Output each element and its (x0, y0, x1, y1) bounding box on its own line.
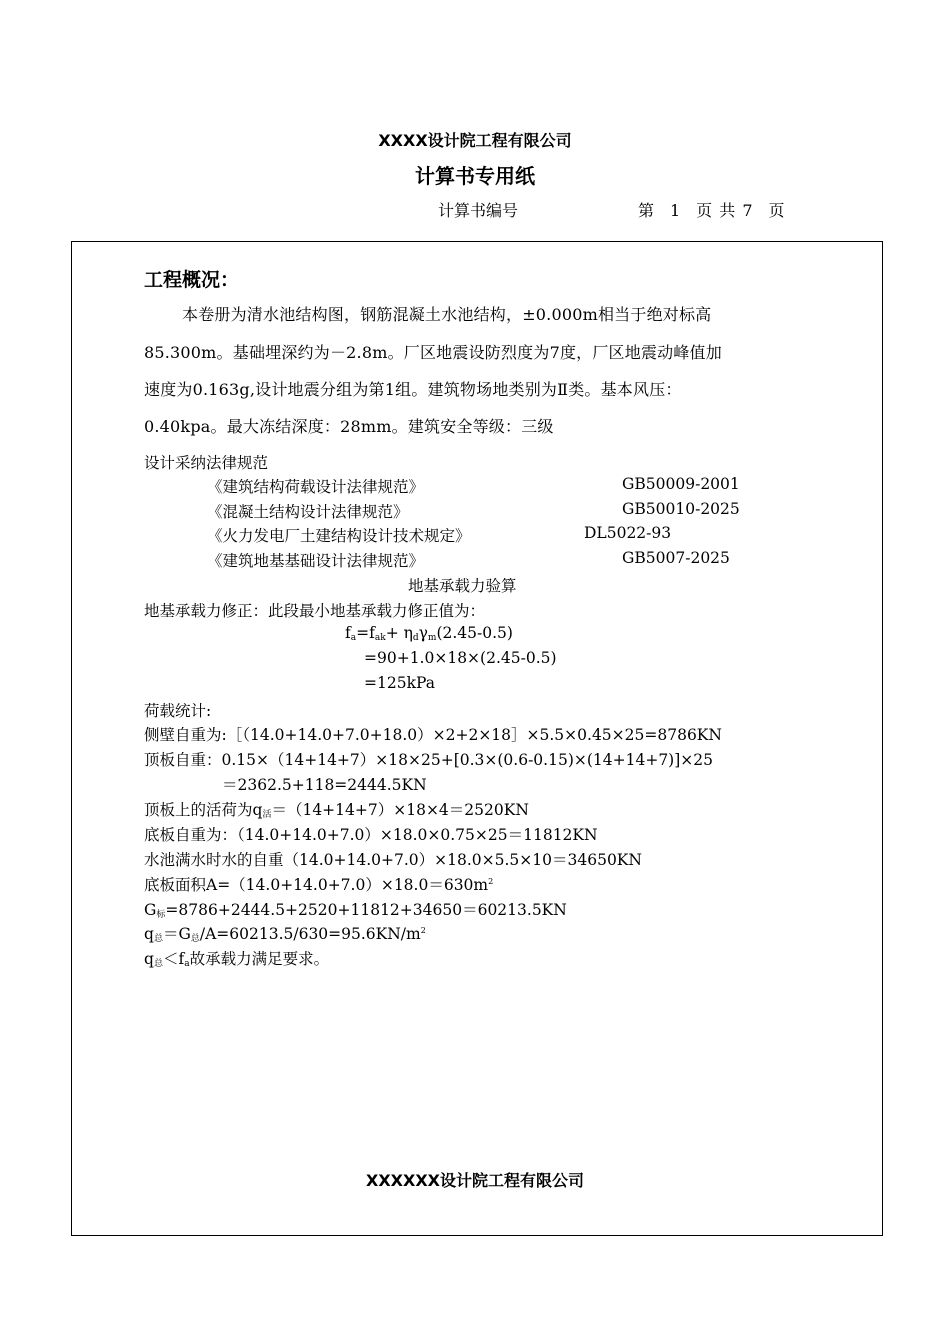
formula-sub: ak (374, 633, 386, 643)
standard-name: 《火力发电厂土建结构设计技术规定》 (207, 527, 471, 545)
overview-line-3: 速度为0.163g,设计地震分组为第1组。建筑物场地类别为Ⅱ类。基本风压： (144, 380, 682, 399)
bottom-slab-weight: 底板自重为：（14.0+14.0+7.0）×18.0×0.75×25＝11812KN (144, 826, 598, 844)
total-weight (144, 898, 567, 920)
standard-code: GB5007-2025 (622, 549, 730, 567)
formula-eq: =f (356, 624, 375, 642)
formula-plus-eta: + η (385, 624, 413, 642)
concl-pre: q (144, 950, 154, 968)
concl-post: 故承载力满足要求。 (189, 950, 330, 968)
overview-heading: 工程概况： (144, 269, 240, 291)
overview-line-4: 0.40kpa。最大冻结深度：28mm。建筑安全等级：三级 (144, 417, 554, 436)
formula-tail: (2.45-0.5) (436, 624, 513, 642)
concl-sub2: a (184, 959, 190, 969)
bearing-step-3: =125kPa (364, 674, 435, 692)
conclusion (144, 947, 329, 969)
q-sub2: 总 (190, 934, 200, 944)
bearing-heading: 地基承载力验算 (408, 577, 517, 595)
standard-code: GB50009-2001 (622, 475, 740, 493)
calc-number-label: 计算书编号 (438, 201, 519, 220)
standard-name: 《建筑结构荷载设计法律规范》 (207, 478, 425, 496)
live-load (144, 798, 529, 820)
paper-title: 计算书专用纸 (415, 164, 535, 188)
loads-heading: 荷载统计: (144, 702, 212, 720)
formula-sub: d (412, 633, 419, 643)
bearing-intro: 地基承载力修正：此段最小地基承载力修正值为： (144, 602, 486, 620)
area-sup: 2 (488, 877, 494, 886)
formula-sub: m (427, 633, 437, 643)
page-info: 第 1 页 共 7 页 (638, 201, 785, 220)
standard-name: 《建筑地基基础设计法律规范》 (207, 552, 425, 570)
footer-company-name: XXXXXX设计院工程有限公司 (365, 1171, 585, 1190)
water-weight: 水池满水时水的自重（14.0+14.0+7.0）×18.0×5.5×10＝34650KN (144, 851, 642, 869)
side-wall-weight: 侧壁自重为:［（14.0+14.0+7.0+18.0）×2+2×18］×5.5×0.45×25=8786KN (144, 726, 722, 744)
q-sup: 2 (420, 926, 426, 935)
formula-gamma: γ (418, 624, 428, 642)
standard-code: GB50010-2025 (622, 500, 740, 518)
q-post: /A=60213.5/630=95.6KN/m (199, 925, 421, 943)
concl-mid: ＜f (162, 950, 185, 968)
live-load-sub: 活 (262, 810, 272, 820)
bearing-formula (345, 624, 513, 643)
g-pre: G (144, 901, 157, 919)
formula-sub: a (350, 633, 357, 643)
q-sub: 总 (153, 934, 163, 944)
g-post: =8786+2444.5+2520+11812+34650＝60213.5KN (165, 901, 567, 919)
concl-sub: 总 (153, 959, 163, 969)
g-sub: 标 (156, 910, 166, 920)
standard-name: 《混凝土结构设计法律规范》 (207, 503, 409, 521)
company-name: XXXX设计院工程有限公司 (378, 131, 572, 150)
bearing-step-2: =90+1.0×18×(2.45-0.5) (364, 649, 557, 667)
q-mid: ＝G (162, 925, 191, 943)
overview-line-1: 本卷册为清水池结构图，钢筋混凝土水池结构，±0.000m相当于绝对标高 (182, 305, 712, 324)
roof-weight-line-1: 顶板自重：0.15×（14+14+7）×18×25+[0.3×(0.6-0.15)×(14+14+7)]×25 (144, 751, 713, 769)
area-pre: 底板面积A=（14.0+14.0+7.0）×18.0＝630m (144, 876, 489, 894)
bottom-slab-area (144, 873, 493, 895)
overview-line-2: 85.300m。基础埋深约为－2.8m。厂区地震设防烈度为7度，厂区地震动峰值加 (144, 343, 722, 362)
live-load-pre: 顶板上的活荷为q (144, 801, 263, 819)
q-pre: q (144, 925, 154, 943)
total-pressure (144, 922, 426, 944)
live-load-post: ＝（14+14+7）×18×4＝2520KN (271, 801, 529, 819)
standard-code: DL5022-93 (584, 524, 672, 542)
formula-f: f (345, 624, 351, 642)
roof-weight-line-2: ＝2362.5+118=2444.5KN (222, 776, 427, 794)
standards-heading: 设计采纳法律规范 (144, 454, 269, 472)
